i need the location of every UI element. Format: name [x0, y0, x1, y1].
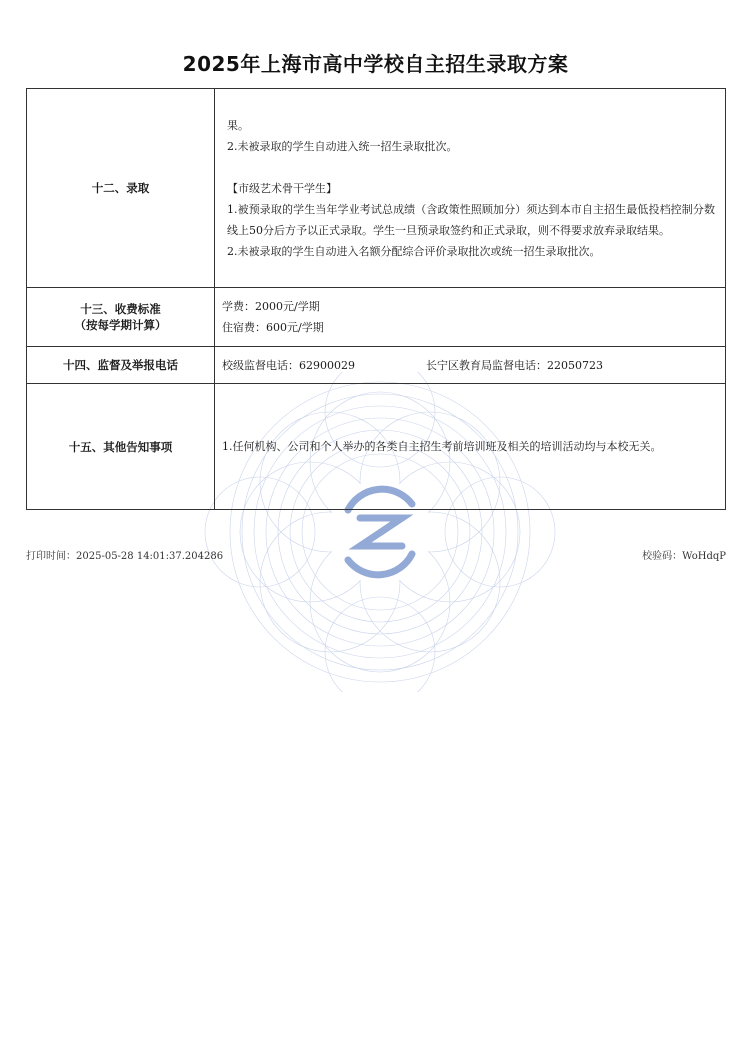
- table-row-fees: [27, 288, 726, 347]
- page-title: 2025年上海市高中学校自主招生录取方案: [182, 52, 569, 76]
- row-content-admission: [215, 89, 726, 288]
- boarding-fee: 住宿费：600元/学期: [222, 321, 324, 334]
- admission-line-5: 2.未被录取的学生自动进入名额分配综合评价录取批次或统一招生录取批次。: [227, 244, 601, 258]
- table-row-admission: [27, 89, 726, 288]
- admission-plan-table: [26, 88, 726, 510]
- table-row-other-notes: [27, 384, 726, 510]
- print-time: 打印时间：2025-05-28 14:01:37.204286: [26, 551, 224, 562]
- fees-label-line2: （按每学期计算）: [74, 318, 167, 332]
- tuition-fee: 学费：2000元/学期: [222, 300, 320, 313]
- admission-line-1: 果。: [227, 118, 249, 132]
- row-content-fees: [215, 288, 726, 347]
- verify-code: 校验码：WoHdqP: [642, 551, 726, 562]
- school-supervision-phone: 校级监督电话：62900029: [222, 358, 355, 372]
- row-label-supervision: 十四、监督及举报电话: [27, 347, 215, 384]
- district-supervision-phone: 长宁区教育局监督电话：22050723: [426, 358, 603, 372]
- row-content-supervision: [215, 347, 726, 384]
- row-label-fees: [27, 288, 215, 347]
- row-label-admission: 十二、录取: [27, 89, 215, 288]
- admission-line-3: 【市级艺术骨干学生】: [227, 181, 337, 195]
- table-row-supervision: [27, 347, 726, 384]
- admission-line-4: 1.被预录取的学生当年学业考试总成绩（含政策性照顾加分）须达到本市自主招生最低投档控制分数线上50分后方予以正式录取。学生一旦预录取签约和正式录取，则不得要求放弃录取结果。: [227, 202, 715, 237]
- other-note-1: 1.任何机构、公司和个人举办的各类自主招生考前培训班及相关的培训活动均与本校无关。: [222, 440, 662, 453]
- fees-label-line1: 十三、收费标准: [80, 302, 161, 316]
- row-label-other-notes: 十五、其他告知事项: [27, 384, 215, 510]
- admission-line-2: 2.未被录取的学生自动进入统一招生录取批次。: [227, 139, 458, 153]
- row-content-other-notes: [215, 384, 726, 510]
